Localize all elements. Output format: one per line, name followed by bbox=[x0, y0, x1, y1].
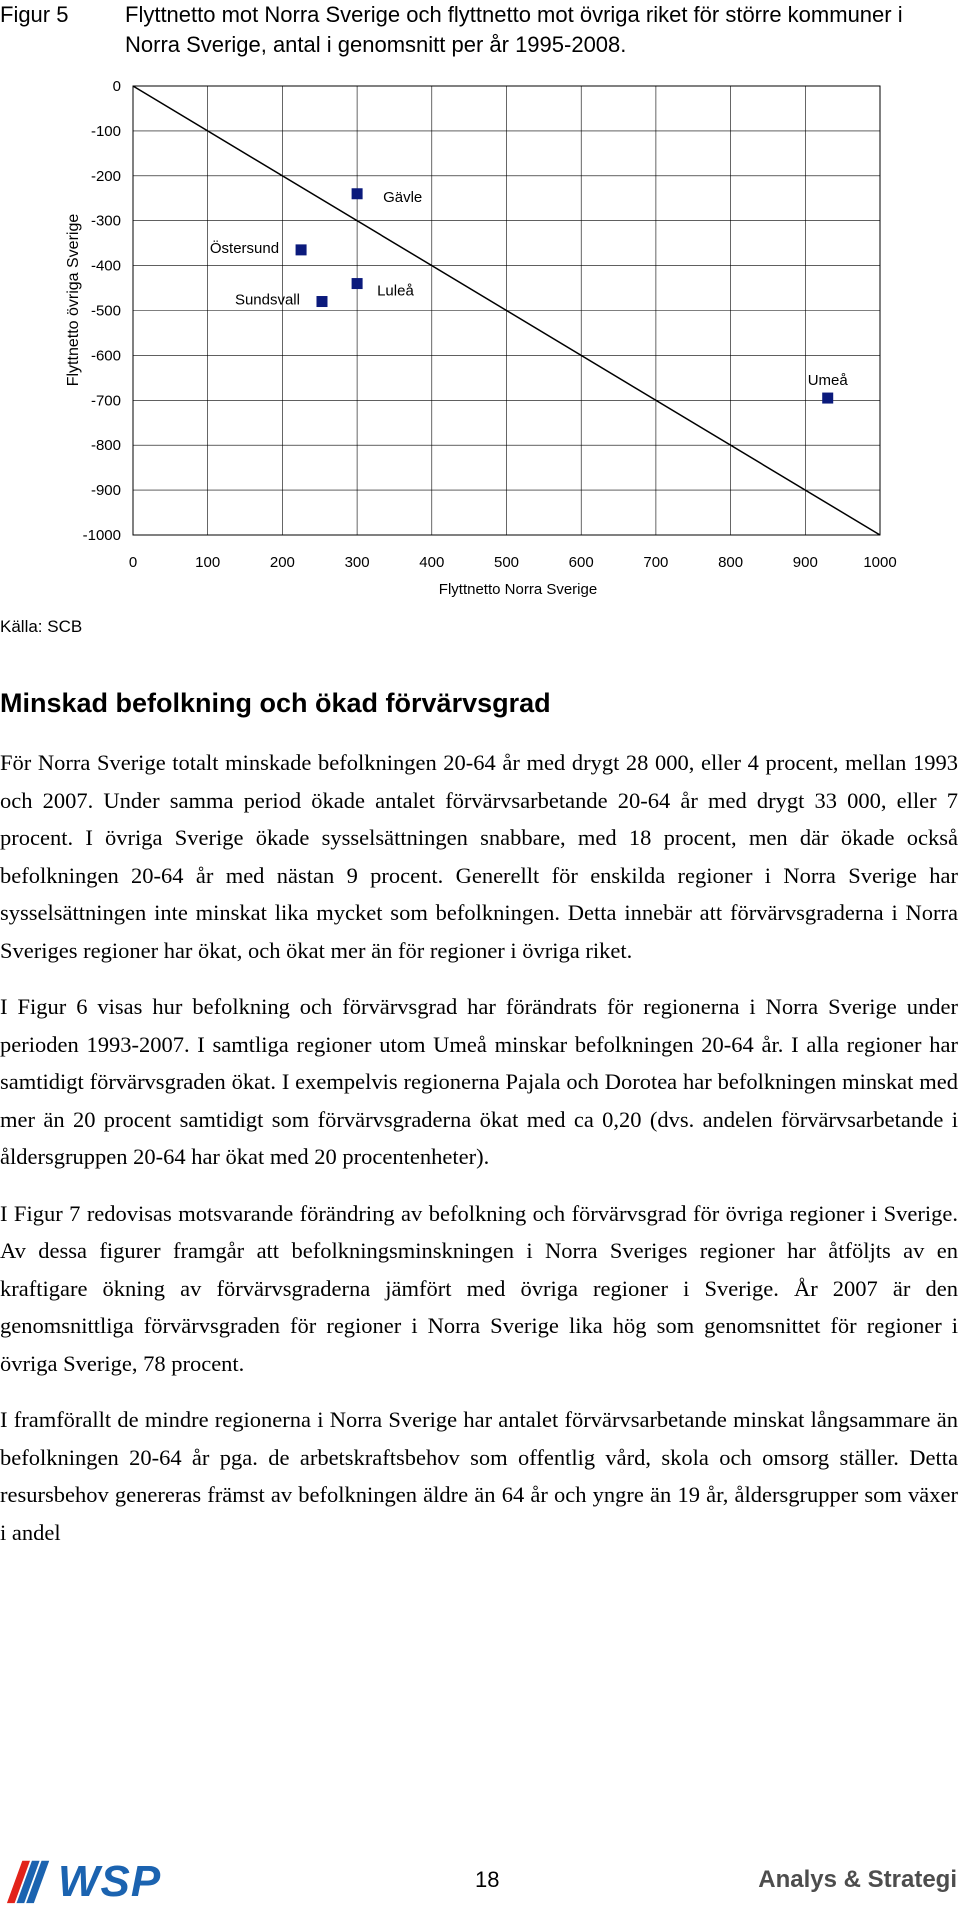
figure-title: Flyttnetto mot Norra Sverige och flyttnetto mot övriga riket för större kommuner i Norra Sverige, antal i genomsnitt per år 1995-2008. bbox=[125, 2, 903, 57]
x-tick-label: 900 bbox=[792, 554, 818, 571]
y-tick-label: -300 bbox=[90, 212, 121, 230]
x-tick-label: 800 bbox=[718, 554, 744, 571]
data-point-label: Östersund bbox=[209, 239, 280, 257]
data-point-marker bbox=[316, 296, 327, 307]
y-tick-label: -500 bbox=[90, 302, 121, 320]
y-tick-label: -400 bbox=[90, 257, 121, 275]
data-point-label: Umeå bbox=[807, 372, 848, 390]
y-tick-label: -600 bbox=[90, 347, 121, 365]
paragraph: I Figur 7 redovisas motsvarande förändring av befolkning och förvärvsgrad för övriga regioner i Sverige. Av dessa figurer framgår att befolkningsminskningen i Norra Sveriges regioner har åtföljts av en kraftigare ökning av förvärvsgraderna jämfört med övriga regioner i Sverige. År 2007 är den genomsnittliga förvärvsgraden för regioner i Norra Sverige lika hög som genomsnittet för regioner i övriga Sverige, 78 procent. bbox=[0, 1200, 958, 1376]
x-tick-labels bbox=[129, 554, 897, 571]
body-text bbox=[0, 744, 958, 1570]
data-point-label: Luleå bbox=[377, 282, 414, 300]
y-tick-label: -100 bbox=[90, 122, 121, 140]
wsp-logo-text: WSP bbox=[58, 1857, 162, 1906]
data-point-marker bbox=[352, 278, 363, 289]
y-tick-label: -1000 bbox=[82, 527, 121, 544]
paragraph: För Norra Sverige totalt minskade befolkningen 20-64 år med drygt 28 000, eller 4 procent, mellan 1993 och 2007. Under samma period ökade antalet förvärvsarbetande 20-64 år med drygt 33 000, eller 7 procent. I övriga Sverige ökade sysselsättningen snabbare, med 18 procent, men där ökade också befolkningen 20-64 år med nästan 9 procent. Generellt för enskilda regioner i Norra Sverige har sysselsättningen inte minskat lika mycket som befolkningen. Detta innebär att förvärvsgraderna i Norra Sveriges regioner har ökat, och ökat mer än för regioner i övriga riket. bbox=[0, 750, 958, 963]
x-tick-label: 500 bbox=[493, 554, 520, 571]
scatter-chart bbox=[0, 80, 960, 610]
paragraph: I framförallt de mindre regionerna i Norra Sverige har antalet förvärvsarbetande minskat långsammare än befolkningen 20-64 år pga. de arbetskraftsbehov som offentlig vård, skola och omsorg ställer. Detta resursbehov genereras främst av befolkningen äldre än 64 år och yngre än 19 år, åldersgrupper som växer i andel bbox=[0, 1407, 958, 1545]
section-heading: Minskad befolkning och ökad förvärvsgrad bbox=[0, 688, 551, 718]
paragraph: I Figur 6 visas hur befolkning och förvärvsgrad har förändrats för regionerna i Norra Sverige under perioden 1993-2007. I samtliga regioner utom Umeå minskar befolkningen 20-64 år. I alla regioner har samtidigt förvärvsgraden ökat. I exempelvis regionerna Pajala och Dorotea har befolkningen minskat med mer än 20 procent samtidigt som förvärvsgraderna ökat med ca 0,20 (dvs. andelen förvärvsarbetande i åldersgruppen 20-64 har ökat med 20 procentenheter). bbox=[0, 994, 958, 1169]
data-point-marker bbox=[352, 188, 363, 199]
y-tick-label: -700 bbox=[90, 392, 121, 410]
y-tick-label: -800 bbox=[90, 437, 121, 455]
y-tick-labels bbox=[83, 80, 121, 544]
x-axis-label: Flyttnetto Norra Sverige bbox=[438, 581, 598, 598]
x-tick-label: 700 bbox=[643, 554, 669, 571]
x-tick-label: 400 bbox=[419, 554, 445, 571]
x-tick-label: 600 bbox=[568, 554, 594, 571]
page-number: 18 bbox=[475, 1867, 500, 1892]
y-tick-label: 0 bbox=[112, 80, 121, 95]
page-footer bbox=[0, 1855, 960, 1914]
data-point-label: Gävle bbox=[383, 188, 423, 206]
x-tick-label: 1000 bbox=[863, 554, 897, 571]
x-tick-label: 0 bbox=[128, 554, 138, 571]
brand-name: Analys & Strategi bbox=[758, 1866, 957, 1893]
source-note: Källa: SCB bbox=[0, 617, 83, 636]
x-tick-label: 100 bbox=[195, 554, 221, 571]
data-point-label: Sundsvall bbox=[234, 291, 300, 309]
data-point-marker bbox=[296, 244, 307, 255]
y-tick-label: -200 bbox=[90, 167, 121, 185]
y-tick-label: -900 bbox=[90, 482, 121, 500]
data-point-marker bbox=[822, 393, 833, 404]
wsp-logo-icon bbox=[0, 1855, 60, 1905]
x-tick-label: 200 bbox=[269, 554, 295, 571]
y-axis-label: Flyttnetto övriga Sverige bbox=[65, 213, 82, 387]
x-tick-label: 300 bbox=[344, 554, 370, 571]
figure-label: Figur 5 bbox=[0, 2, 69, 27]
